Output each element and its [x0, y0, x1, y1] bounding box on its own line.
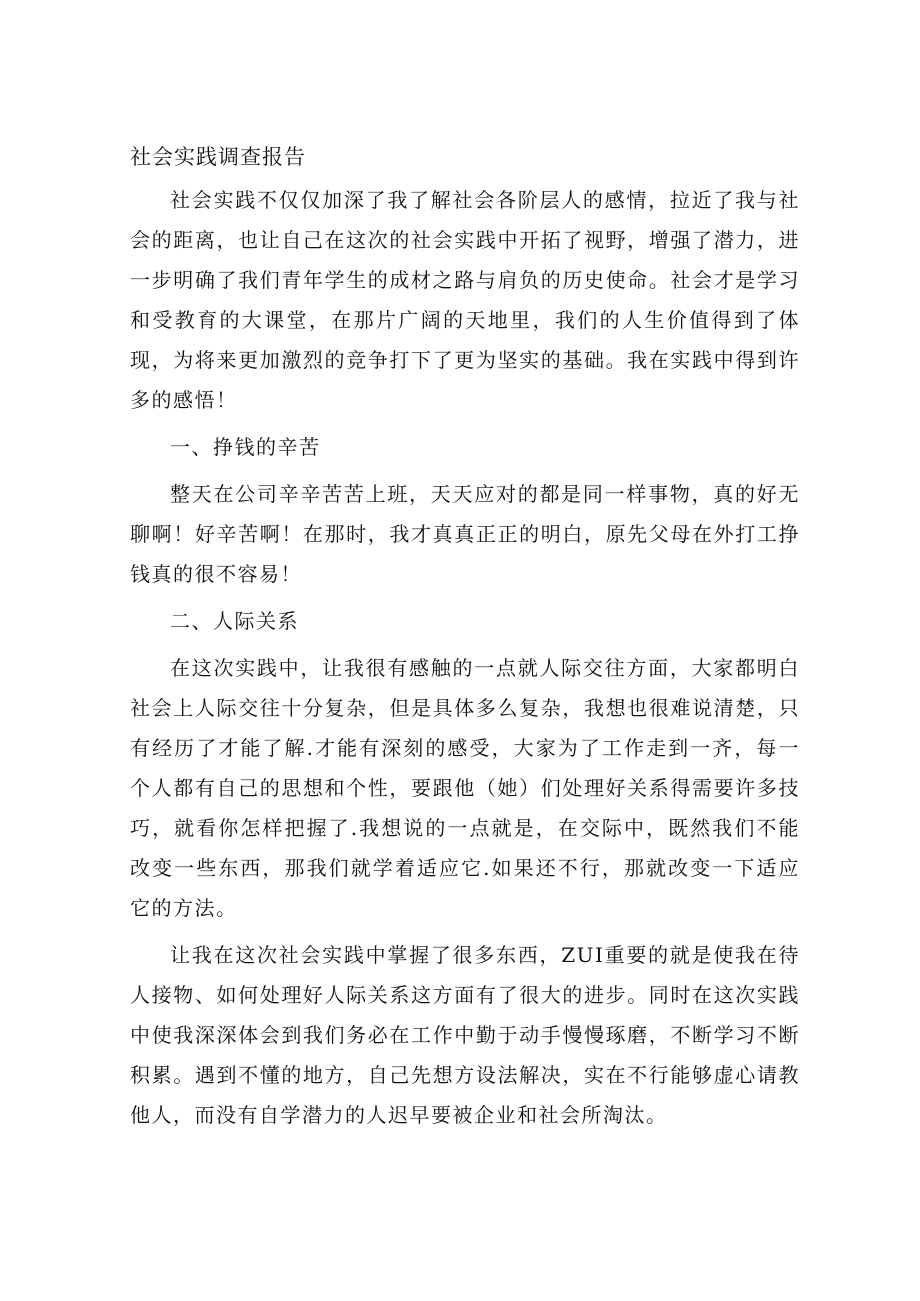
conclusion-paragraph: 让我在这次社会实践中掌握了很多东西，ZUI重要的就是使我在待人接物、如何处理好人际关系这方面有了很大的进步。同时在这次实践中使我深深体会到我们务必在工作中勤于动手慢慢琢磨，不断学习不断积累。遇到不懂的地方，自己先想方设法解决，实在不行能够虚心请教他人，而没有自学潜力的人迟早要被企业和社会所淘汰。: [130, 943, 800, 1127]
document-body: [130, 139, 800, 1142]
section-heading-relationships: 二、人际关系: [170, 609, 299, 633]
earning-money-paragraph: 整天在公司辛辛苦苦上班，天天应对的都是同一样事物，真的好无聊啊！好辛苦啊！在那时，我才真真正正的明白，原先父母在外打工挣钱真的很不容易！: [130, 482, 800, 586]
relationships-paragraph: 在这次实践中，让我很有感触的一点就人际交往方面，大家都明白社会上人际交往十分复杂，但是具体多么复杂，我想也很难说清楚，只有经历了才能了解.才能有深刻的感受，大家为了工作走到一齐，每一个人都有自己的思想和个性，要跟他（她）们处理好关系得需要许多技巧，就看你怎样把握了.我想说的一点就是，在交际中，既然我们不能改变一些东西，那我们就学着适应它.如果还不行，那就改变一下适应它的方法。: [130, 656, 800, 920]
section-heading-earning-money: 一、挣钱的辛苦: [170, 435, 321, 459]
intro-paragraph: 社会实践不仅仅加深了我了解社会各阶层人的感情，拉近了我与社会的距离，也让自己在这次的社会实践中开拓了视野，增强了潜力，进一步明确了我们青年学生的成材之路与肩负的历史使命。社会才是学习和受教育的大课堂，在那片广阔的天地里，我们的人生价值得到了体现，为将来更加激烈的竞争打下了更为坚实的基础。我在实践中得到许多的感悟！: [130, 188, 800, 412]
document-title: 社会实践调查报告: [130, 145, 306, 169]
